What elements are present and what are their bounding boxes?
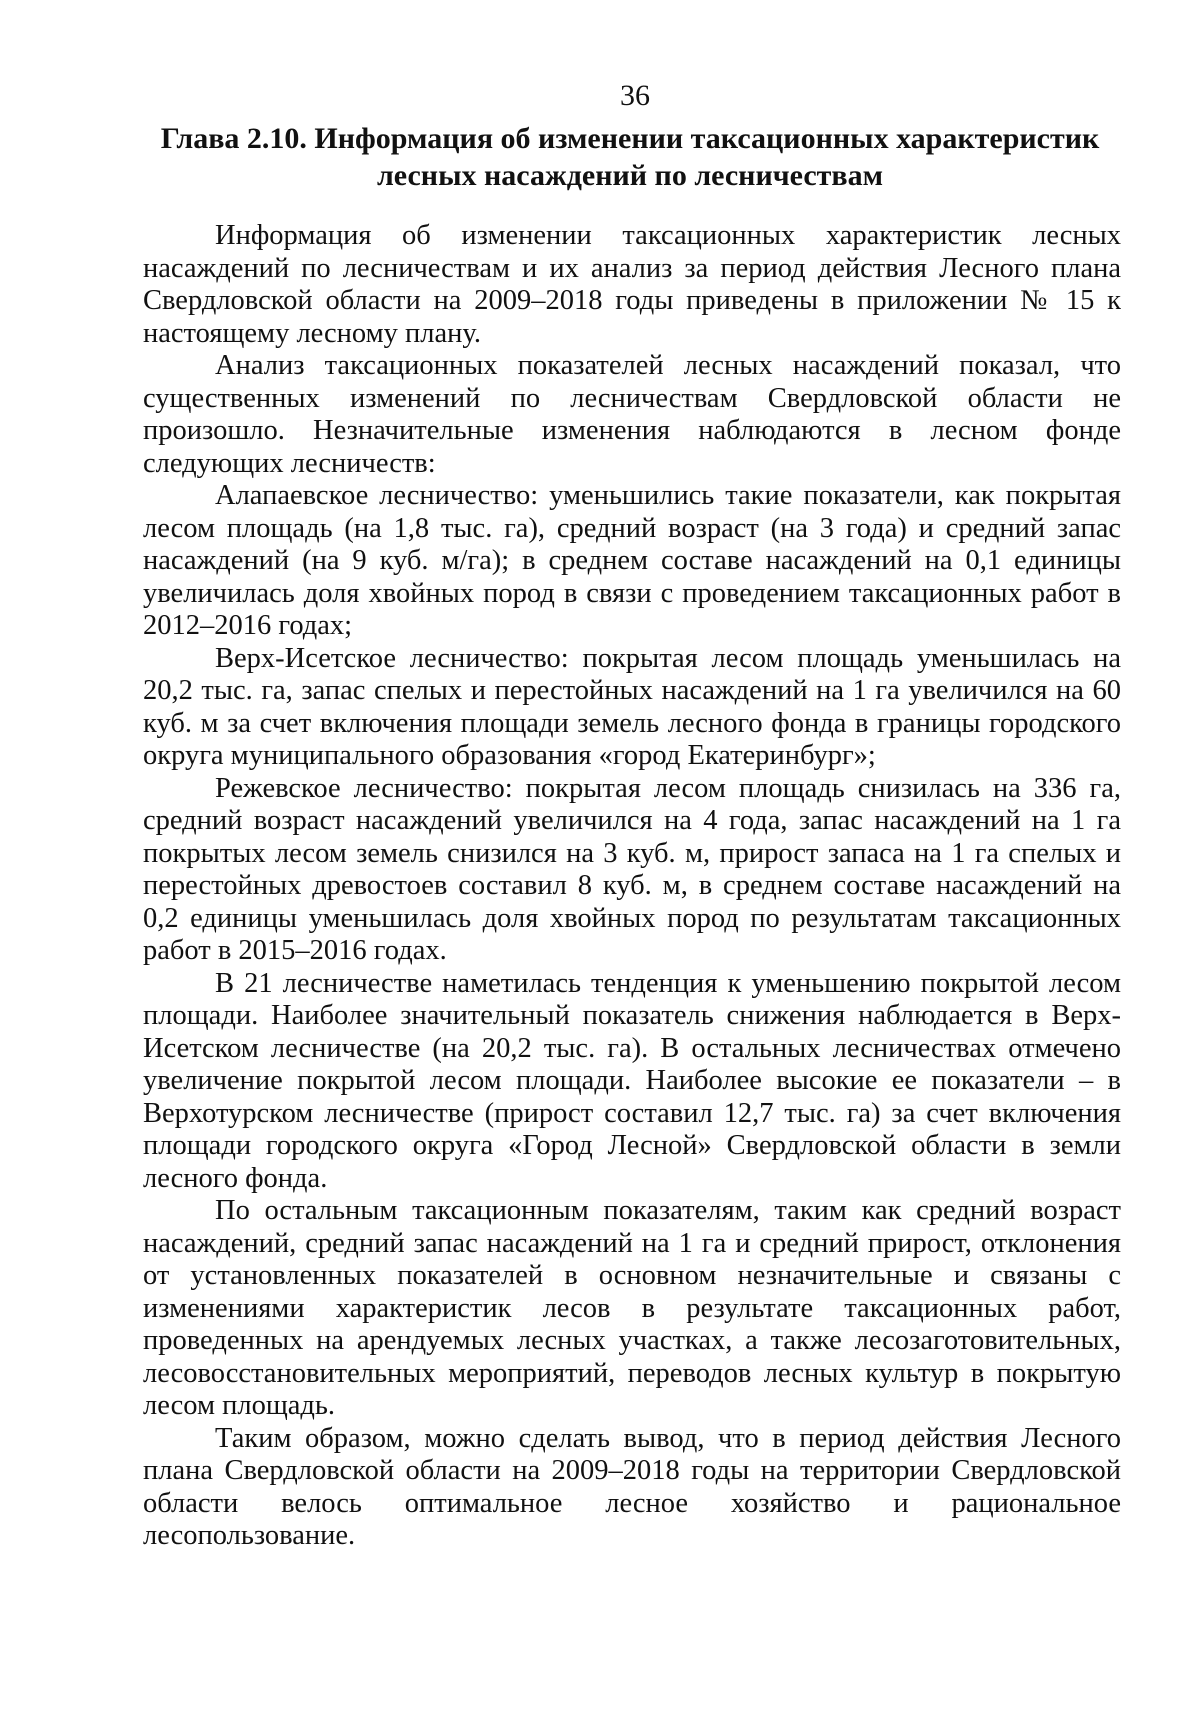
paragraph: Режевское лесничество: покрытая лесом площадь снизилась на 336 га, средний возраст насаждений увеличился на 4 года, запас насаждений на 1 га покрытых лесом земель снизился на 3 куб. м, прирост запаса на 1 га спелых и перестойных древостоев составил 8 куб. м, в среднем составе насаждений на 0,2 единицы уменьшилась доля хвойных пород по результатам таксационных работ в 2015–2016 годах. [143,772,1121,966]
chapter-title-line-2: лесных насаждений по лесничествам [376,159,884,192]
paragraph: Верх-Исетское лесничество: покрытая лесом площадь уменьшилась на 20,2 тыс. га, запас спелых и перестойных насаждений на 1 га увеличился на 60 куб. м за счет включения площади земель лесного фонда в границы городского округа муниципального образования «город Екатеринбург»; [143,642,1121,771]
body-text [143,220,1121,1553]
paragraph: Алапаевское лесничество: уменьшились такие показатели, как покрытая лесом площадь (на 1,8 тыс. га), средний возраст (на 3 года) и средний запас насаждений (на 9 куб. м/га); в среднем составе насаждений на 0,1 единицы увеличилась доля хвойных пород в связи с проведением таксационных работ в 2012–2016 годах; [143,480,1121,641]
chapter-title-line-1: Глава 2.10. Информация об изменении таксационных характеристик [160,122,1100,155]
paragraph: Информация об изменении таксационных характеристик лесных насаждений по лесничествам и их анализ за период действия Лесного плана Свердловской области на 2009–2018 годы приведены в приложении № 15 к настоящему лесному плану. [143,220,1121,349]
paragraph: Анализ таксационных показателей лесных насаждений показал, что существенных изменений по лесничествам Свердловской области не произошло. Незначительные изменения наблюдаются в лесном фонде следующих лесничеств: [143,350,1121,479]
paragraph: По остальным таксационным показателям, таким как средний возраст насаждений, средний запас насаждений на 1 га и средний прирост, отклонения от установленных показателей в основном незначительные и связаны с изменениями характеристик лесов в результате таксационных работ, проведенных на арендуемых лесных участках, а также лесозаготовительных, лесовосстановительных мероприятий, переводов лесных культур в покрытую лесом площадь. [143,1195,1121,1421]
chapter-title [150,120,1110,194]
paragraph: Таким образом, можно сделать вывод, что в период действия Лесного плана Свердловской области на 2009–2018 годы на территории Свердловской области велось оптимальное лесное хозяйство и рациональное лесопользование. [143,1422,1121,1551]
page-number: 36 [620,79,650,112]
paragraph: В 21 лесничестве наметилась тенденция к уменьшению покрытой лесом площади. Наиболее значительный показатель снижения наблюдается в Верх-Исетском лесничестве (на 20,2 тыс. га). В остальных лесничествах отмечено увеличение покрытой лесом площади. Наиболее высокие ее показатели – в Верхотурском лесничестве (прирост составил 12,7 тыс. га) за счет включения площади городского округа «Город Лесной» Свердловской области в земли лесного фонда. [143,967,1121,1194]
